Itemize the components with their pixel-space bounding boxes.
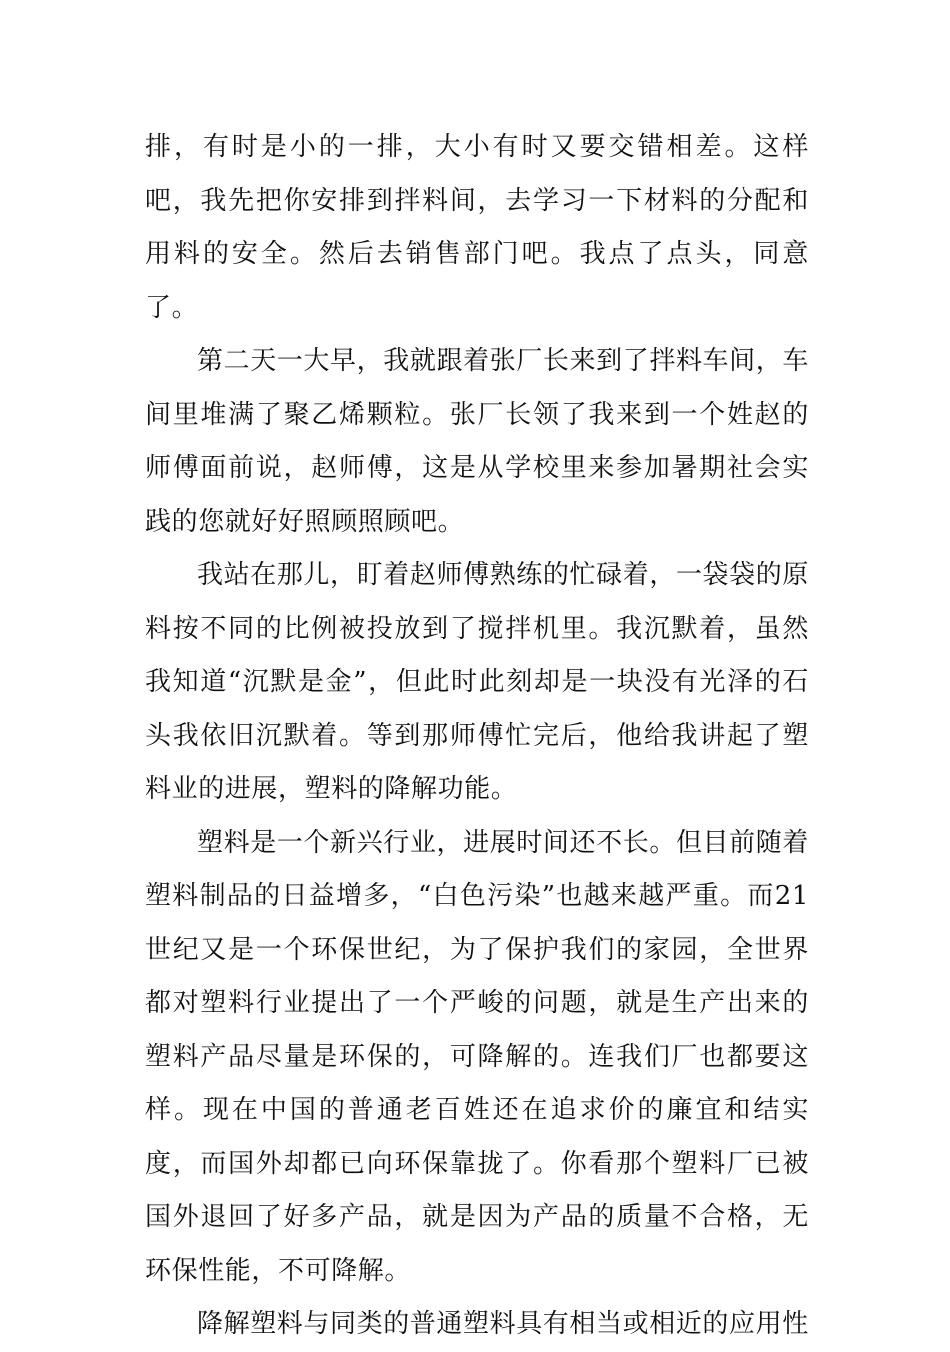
paragraph-5: 降解塑料与同类的普通塑料具有相当或相近的应用性 (197, 1309, 809, 1339)
paragraph-4: 塑料是一个新兴行业，进展时间还不长。但目前随着塑料制品的日益增多，“白色污染”也越来越严重。而21世纪又是一个环保世纪，为了保护我们的家园，全世界都对塑料行业提出了一个严峻的问题，就是生产出来的塑料产品尽量是环保的，可降解的。连我们厂也都要这样。现在中国的普通老百姓还在追求价的廉宜和结实度，而国外却都已向环保靠拢了。你看那个塑料厂已被国外退回了好多产品，就是因为产品的质量不合格，无环保性能，不可降解。 (145, 827, 809, 1286)
paragraph-3: 我站在那儿，盯着赵师傅熟练的忙碌着，一袋袋的原料按不同的比例被投放到了搅拌机里。我沉默着，虽然我知道“沉默是金”，但此时此刻却是一块没有光泽的石头我依旧沉默着。等到那师傅忙完后，他给我讲起了塑料业的进展，塑料的降解功能。 (145, 560, 809, 804)
paragraph-1: 排，有时是小的一排，大小有时又要交错相差。这样吧，我先把你安排到拌料间，去学习一下材料的分配和用料的安全。然后去销售部门吧。我点了点头，同意了。 (145, 132, 809, 323)
paragraph-2: 第二天一大早，我就跟着张厂长来到了拌料车间，车间里堆满了聚乙烯颗粒。张厂长领了我来到一个姓赵的师傅面前说，赵师傅，这是从学校里来参加暑期社会实践的您就好好照顾照顾吧。 (145, 346, 809, 537)
document-body (145, 121, 809, 1352)
